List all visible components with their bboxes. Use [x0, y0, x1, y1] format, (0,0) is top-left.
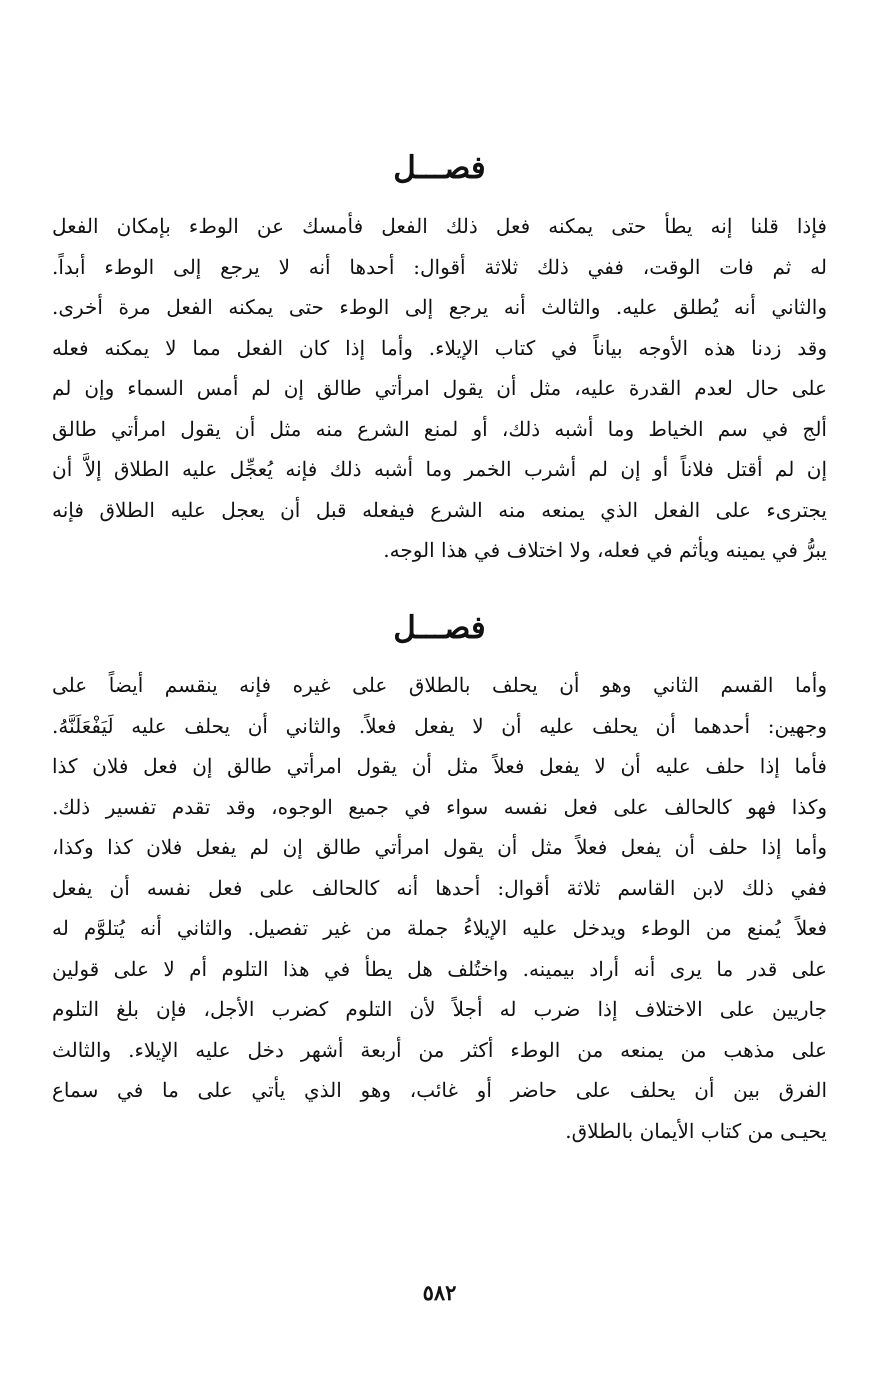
text-line: وقد زدنا هذه الأوجه بياناً في كتاب الإيلاء. وأما إذا كان الفعل مما لا يمكنه فعله: [52, 335, 827, 360]
text-line: الفرق بين أن يحلف على حاضر أو غائب، وهو الذي يأتي على ما في سماع: [52, 1078, 827, 1102]
page-number: ٥٨٢: [422, 1280, 457, 1305]
text-line: فإذا قلنا إنه يطأ حتى يمكنه فعل ذلك الفعل فأمسك عن الوطء بإمكان الفعل: [52, 214, 827, 238]
text-line: فأما إذا حلف عليه أن لا يفعل فعلاً مثل أن يقول امرأتي طالق إن فعل فلان كذا: [52, 754, 827, 778]
text-line: يجترىء على الفعل الذي يمنعه منه الشرع فيفعله قبل أن يعجل عليه الطلاق فإنه: [52, 497, 827, 522]
text-line: وجهين: أحدهما أن يحلف عليه أن لا يفعل فعلاً. والثاني أن يحلف عليه لَيَفْعَلَنَّهُ.: [52, 713, 827, 738]
section-heading: فصـــل: [393, 150, 486, 186]
text-line: يبرُّ في يمينه ويأثم في فعله، ولا اختلاف في هذا الوجه.: [383, 538, 827, 562]
text-line: على حال لعدم القدرة عليه، مثل أن يقول امرأتي طالق إن لم أمس السماء وإن لم: [52, 376, 827, 400]
text-line: على مذهب من يمنعه من الوطء أكثر من أربعة أشهر دخل عليه الإيلاء. والثالث: [52, 1037, 827, 1062]
text-line: على قدر ما يرى أنه أراد بيمينه. واختُلف هل يطأ في هذا التلوم أم لا على قولين: [52, 956, 827, 981]
text-line: يحيـى من كتاب الأيمان بالطلاق.: [565, 1118, 827, 1143]
text-line: جاريين على الاختلاف إذا ضرب له أجلاً لأن التلوم كضرب الأجل، فإن بلغ التلوم: [52, 997, 827, 1021]
section-heading: فصـــل: [393, 610, 486, 646]
text-line: فعلاً يُمنع من الوطء ويدخل عليه الإيلاءُ جملة من غير تفصيل. والثاني أنه يُتلوَّم له: [52, 916, 827, 940]
text-line: والثاني أنه يُطلق عليه. والثالث أنه يرجع إلى الوطء حتى يمكنه الفعل مرة أخرى.: [52, 295, 827, 319]
section-body: [52, 206, 827, 571]
text-line: ففي ذلك لابن القاسم ثلاثة أقوال: أحدها أنه كالحالف على فعل نفسه أن يفعل: [52, 875, 827, 900]
text-line: وأما إذا حلف أن يفعل فعلاً مثل أن يقول امرأتي طالق إن لم يفعل فلان كذا وكذا،: [52, 835, 827, 859]
text-line: له ثم فات الوقت، ففي ذلك ثلاثة أقوال: أحدها أنه لا يرجع إلى الوطء أبداً.: [52, 254, 827, 279]
text-line: وكذا فهو كالحالف على فعل نفسه سواء في جميع الوجوه، وقد تقدم تفسير ذلك.: [52, 794, 827, 819]
text-line: وأما القسم الثاني وهو أن يحلف بالطلاق على غيره فإنه ينقسم أيضاً على: [52, 673, 827, 697]
text-line: إن لم أقتل فلاناً أو إن لم أشرب الخمر وما أشبه ذلك فإنه يُعجِّل عليه الطلاق إلاَّ أن: [52, 457, 827, 481]
section-body: [52, 665, 827, 1151]
text-line: ألج في سم الخياط وما أشبه ذلك، أو لمنع الشرع منه مثل أن يقول امرأتي طالق: [52, 416, 827, 441]
